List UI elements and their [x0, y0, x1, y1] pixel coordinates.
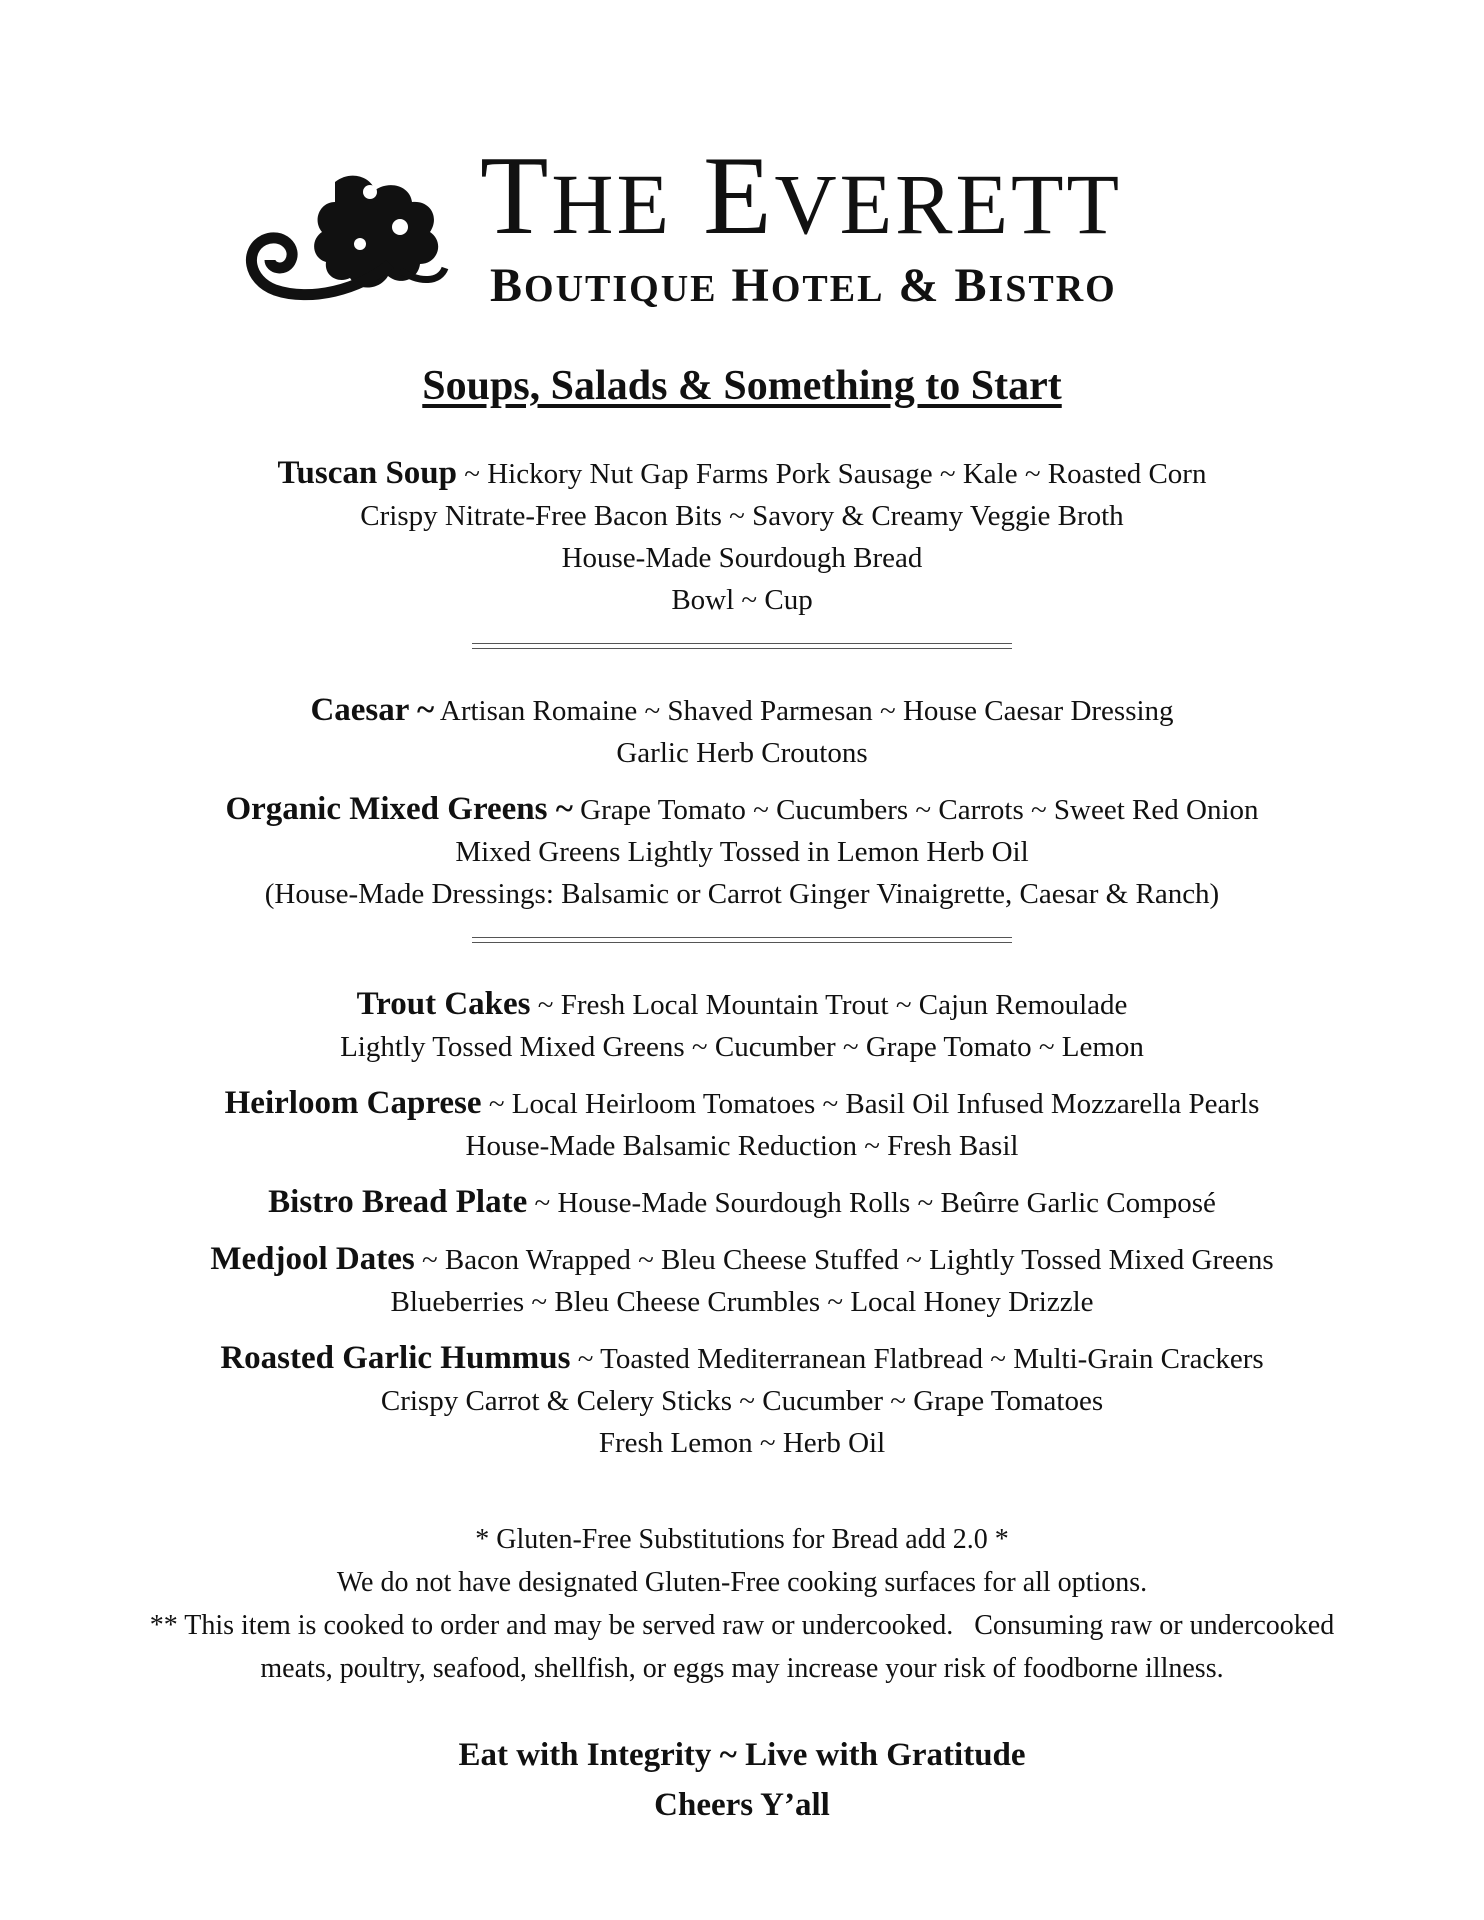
- item-description: Fresh Local Mountain Trout ~ Cajun Remoulade: [560, 989, 1128, 1021]
- item-name: Heirloom Caprese: [224, 1085, 482, 1121]
- item-description: Hickory Nut Gap Farms Pork Sausage ~ Kale ~ Roasted Corn: [487, 458, 1207, 490]
- item-detail: Mixed Greens Lightly Tossed in Lemon Herb Oil: [455, 836, 1029, 868]
- hotel-subtitle: BOUTIQUE HOTEL & BISTRO: [490, 259, 1117, 312]
- item-name: Tuscan Soup: [277, 455, 458, 491]
- note-line: * Gluten-Free Substitutions for Bread add 2.0 *: [475, 1524, 1009, 1555]
- item-detail: Crispy Nitrate-Free Bacon Bits ~ Savory & Creamy Veggie Broth: [360, 500, 1124, 532]
- item-description: Local Heirloom Tomatoes ~ Basil Oil Infused Mozzarella Pearls: [511, 1088, 1260, 1120]
- item-detail: House-Made Sourdough Bread: [561, 542, 923, 574]
- section-divider: [472, 643, 1012, 649]
- item-name: Trout Cakes: [356, 986, 531, 1022]
- note-line: meats, poultry, seafood, shellfish, or eggs may increase your risk of foodborne illness.: [260, 1653, 1224, 1684]
- item-name: Medjool Dates: [210, 1241, 415, 1277]
- menu-item: Roasted Garlic Hummus ~ Toasted Mediterranean Flatbread ~ Multi-Grain Crackers Crispy Carrot & Celery Sticks ~ Cucumber ~ Grape Tomatoes Fresh Lemon ~ Herb Oil: [0, 1337, 1484, 1464]
- item-description: Bacon Wrapped ~ Bleu Cheese Stuffed ~ Lightly Tossed Mixed Greens: [444, 1244, 1274, 1276]
- item-detail: Crispy Carrot & Celery Sticks ~ Cucumber ~ Grape Tomatoes: [380, 1385, 1104, 1417]
- section-heading: Soups, Salads & Something to Start: [422, 363, 1062, 409]
- item-description: Toasted Mediterranean Flatbread ~ Multi-Grain Crackers: [600, 1343, 1264, 1375]
- menu-item: Trout Cakes ~ Fresh Local Mountain Trout ~ Cajun Remoulade Lightly Tossed Mixed Greens ~ Cucumber ~ Grape Tomato ~ Lemon: [0, 983, 1484, 1068]
- item-description: Artisan Romaine ~ Shaved Parmesan ~ House Caesar Dressing: [439, 695, 1174, 727]
- item-detail: Lightly Tossed Mixed Greens ~ Cucumber ~ Grape Tomato ~ Lemon: [340, 1031, 1144, 1063]
- item-detail: (House-Made Dressings: Balsamic or Carrot Ginger Vinaigrette, Caesar & Ranch): [264, 878, 1220, 910]
- item-name: Bistro Bread Plate: [268, 1184, 528, 1220]
- brand-logo: [240, 134, 1250, 315]
- item-detail: Garlic Herb Croutons: [616, 737, 868, 769]
- tagline-line: Cheers Y’all: [654, 1787, 830, 1823]
- menu-item: [0, 689, 1484, 774]
- item-detail: House-Made Balsamic Reduction ~ Fresh Basil: [465, 1130, 1019, 1162]
- tagline-line: Eat with Integrity ~ Live with Gratitude: [458, 1737, 1026, 1773]
- grape-leaf-icon: [240, 172, 475, 307]
- dietary-notes: [0, 1518, 1484, 1690]
- menu-item: [0, 788, 1484, 915]
- section-divider: [472, 937, 1012, 943]
- menu-content: [0, 362, 1484, 1830]
- item-detail: Bowl ~ Cup: [671, 584, 813, 616]
- item-name: Caesar ~: [310, 692, 435, 728]
- menu-item: Bistro Bread Plate ~ House-Made Sourdough Rolls ~ Beûrre Garlic Composé: [268, 1184, 1216, 1220]
- item-description: House-Made Sourdough Rolls ~ Beûrre Garlic Composé: [557, 1187, 1216, 1219]
- menu-item: Tuscan Soup ~ Hickory Nut Gap Farms Pork Sausage ~ Kale ~ Roasted Corn Crispy Nitrate-Free Bacon Bits ~ Savory & Creamy Veggie Broth House-Made Sourdough Bread Bowl ~ Cup: [0, 452, 1484, 621]
- item-detail: Fresh Lemon ~ Herb Oil: [598, 1427, 886, 1459]
- item-name: Organic Mixed Greens ~: [225, 791, 573, 827]
- item-name: Roasted Garlic Hummus: [220, 1340, 571, 1376]
- menu-item: Heirloom Caprese ~ Local Heirloom Tomatoes ~ Basil Oil Infused Mozzarella Pearls House-Made Balsamic Reduction ~ Fresh Basil: [0, 1082, 1484, 1167]
- item-description: Grape Tomato ~ Cucumbers ~ Carrots ~ Sweet Red Onion: [580, 794, 1259, 826]
- hotel-name: THE EVERETT: [480, 134, 1123, 258]
- note-line: We do not have designated Gluten-Free cooking surfaces for all options.: [336, 1567, 1148, 1598]
- tagline: [0, 1730, 1484, 1830]
- item-detail: Blueberries ~ Bleu Cheese Crumbles ~ Local Honey Drizzle: [390, 1286, 1094, 1318]
- menu-item: Medjool Dates ~ Bacon Wrapped ~ Bleu Cheese Stuffed ~ Lightly Tossed Mixed Greens Blueberries ~ Bleu Cheese Crumbles ~ Local Honey Drizzle: [0, 1238, 1484, 1323]
- note-line: ** This item is cooked to order and may be served raw or undercooked. Consuming raw or undercooked: [149, 1610, 1335, 1641]
